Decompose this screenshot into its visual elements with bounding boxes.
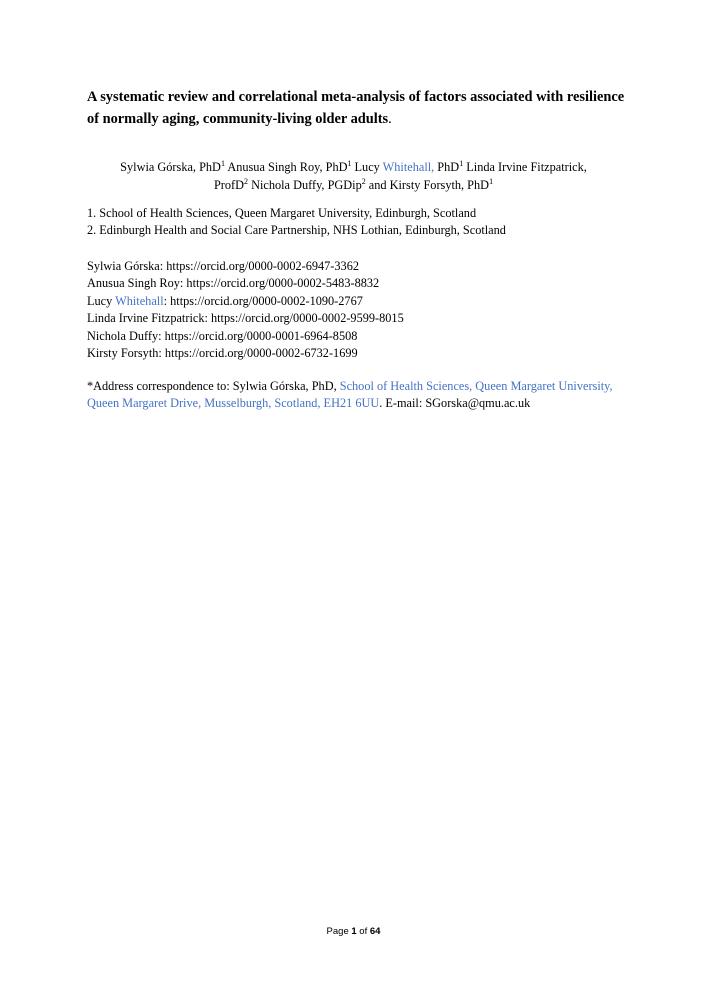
orcid-url: https://orcid.org/0000-0002-9599-8015 [210, 311, 404, 326]
author-name: Lucy [351, 160, 383, 174]
affiliation-list [87, 205, 627, 240]
footer-of-word: of [356, 926, 370, 937]
affiliation-superscript: 1 [459, 158, 464, 168]
author-name: Anusua Singh Roy, PhD [224, 160, 348, 174]
orcid-author-name: Kirsty Forsyth: [87, 346, 165, 361]
author-list [86, 159, 621, 194]
orcid-url: https://orcid.org/0000-0001-6964-8508 [164, 328, 358, 343]
orcid-url: https://orcid.org/0000-0002-6732-1699 [164, 346, 358, 361]
correspondence-note [87, 378, 623, 413]
orcid-author-name: Sylwia Górska: [87, 259, 167, 273]
author-line-1 [86, 159, 621, 177]
orcid-author-name: Anusua Singh Roy: [87, 276, 187, 291]
author-name: Sylwia Górska, PhD [120, 160, 221, 174]
author-name: and Kirsty Forsyth, PhD [365, 177, 490, 192]
orcid-entry [87, 293, 627, 310]
orcid-entry [87, 258, 627, 275]
author-degree: PhD [434, 160, 460, 174]
orcid-separator: : [163, 293, 171, 308]
orcid-author-name-link[interactable]: Whitehall [115, 293, 164, 308]
author-name: Nichola Duffy, PGDip [248, 177, 362, 192]
correspondence-text: *Address correspondence to: Sylwia Górska, PhD, [87, 379, 340, 393]
affiliation-superscript: 2 [361, 176, 366, 186]
paper-title-period: . [388, 111, 392, 127]
orcid-url: https://orcid.org/0000-0002-5483-8832 [186, 276, 380, 291]
orcid-author-name: Linda Irvine Fitzpatrick: [87, 311, 211, 326]
footer-total-pages: 64 [369, 926, 381, 937]
paper-title [87, 86, 627, 130]
affiliation-superscript: 1 [489, 176, 494, 186]
correspondence-email: . E-mail: SGorska@qmu.ac.uk [379, 396, 531, 411]
correspondence-address-link[interactable]: School of Health Sciences, Queen Margaret University, Queen Margaret Drive, Musselburgh, Scotland, EH21 6UU [87, 379, 613, 411]
paper-title-text: A systematic review and correlational meta-analysis of factors associated with resilience of normally aging, community-living older adults [87, 89, 625, 127]
orcid-entry [87, 275, 627, 292]
orcid-list [87, 258, 627, 362]
page-footer [0, 925, 707, 938]
orcid-author-name: Lucy [87, 293, 116, 308]
footer-page-word: Page [326, 926, 352, 937]
author-name-link[interactable]: Whitehall, [382, 160, 435, 174]
author-line-2 [86, 177, 621, 195]
orcid-entry [87, 310, 627, 327]
affiliation-superscript: 2 [244, 176, 248, 186]
affiliation-superscript: 1 [347, 158, 352, 168]
affiliation-item: 2. Edinburgh Health and Social Care Partnership, NHS Lothian, Edinburgh, Scotland [87, 223, 506, 238]
footer-page-number: 1 [351, 926, 357, 937]
author-degree: ProfD [213, 177, 244, 192]
affiliation-item: 1. School of Health Sciences, Queen Margaret University, Edinburgh, Scotland [87, 206, 477, 220]
orcid-entry [87, 345, 627, 362]
orcid-author-name: Nichola Duffy: [87, 328, 165, 343]
orcid-url: https://orcid.org/0000-0002-1090-2767 [170, 293, 363, 308]
orcid-url: https://orcid.org/0000-0002-6947-3362 [166, 259, 360, 273]
author-name: Linda Irvine Fitzpatrick, [463, 160, 587, 174]
affiliation-superscript: 1 [220, 158, 225, 168]
orcid-entry [87, 328, 627, 345]
